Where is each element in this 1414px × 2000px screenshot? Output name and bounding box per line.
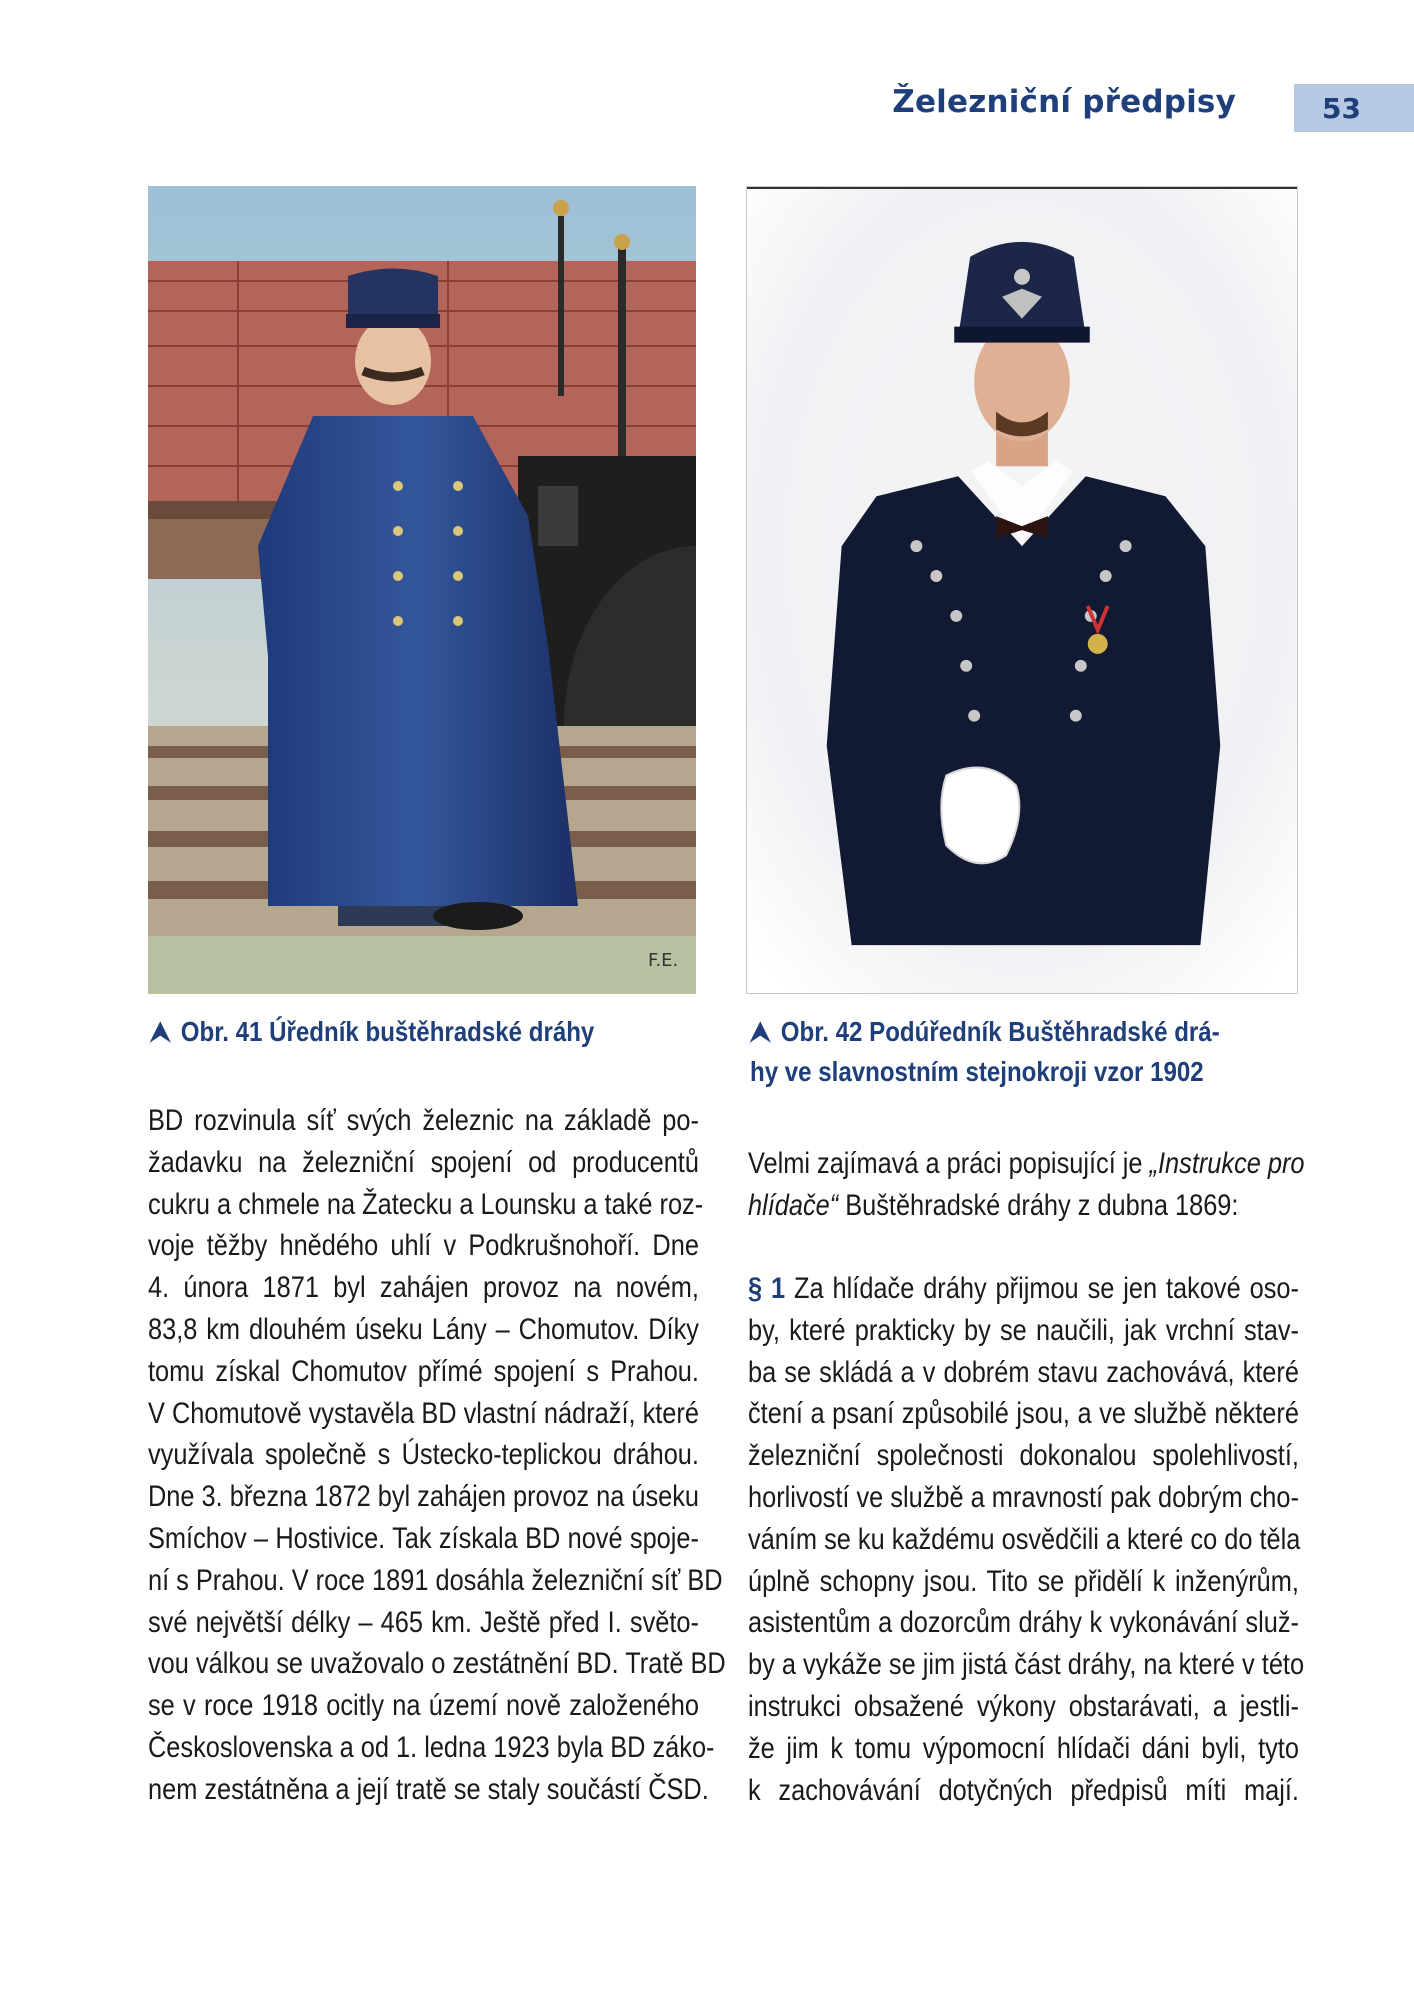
text-line: 4. února 1871 byl zahájen provoz na novém, [148,1271,699,1305]
text-line: V Chomutově vystavěla BD vlastní nádraží, které [148,1396,699,1430]
text-line: instrukci obsažené výkony obstarávati, a jestli- [748,1689,1299,1723]
figure-41-illustration [148,186,696,994]
text-line: využívala společně s Ústecko-teplickou dráhou. [148,1438,699,1472]
text-line: BD rozvinula síť svých železnic na základě po- [148,1104,699,1137]
section-first-line [748,1268,1299,1310]
text-line: 83,8 km dlouhém úseku Lány – Chomutov. Díky [148,1312,699,1346]
text-line: Československa a od 1. ledna 1923 byla BD záko- [148,1730,715,1764]
section-text: Za hlídače dráhy přijmou se jen takové oso- [785,1272,1299,1305]
text-line: ba se skládá a v dobrém stavu zachovává, které [748,1355,1299,1389]
text-line: cukru a chmele na Žatecku a Lounsku a také roz- [148,1187,704,1221]
figure-42-caption [750,1012,1309,1092]
text-line: žadavku na železniční spojení od producentů [148,1145,699,1179]
text-line: čtení a psaní způsobilé jsou, a ve službě některé [748,1397,1299,1431]
intro-plain: Velmi zajímavá a práci popisující je [748,1147,1150,1180]
text-line: k zachovávání dotyčných předpisů míti mají. [748,1773,1299,1807]
text-line: nem zestátněna a její tratě se staly součástí ČSD. [148,1772,709,1806]
right-column-intro [748,1143,1305,1227]
text-line: Dne 3. března 1872 byl zahájen provoz na úseku [148,1480,700,1514]
text-line: své největší délky – 465 km. Ještě před I. světo- [148,1605,699,1639]
running-header-title: Železniční předpisy [892,84,1236,120]
figure-41-caption [150,1012,683,1052]
text-line: asistentům a dozorcům dráhy k vykonávání služ- [748,1606,1299,1640]
text-line: tomu získal Chomutov přímé spojení s Prahou. [148,1354,699,1388]
intro-line-2 [748,1185,1299,1227]
text-line: že jim k tomu výpomocní hlídači dáni byli, tyto [748,1731,1299,1765]
caption-arrow-icon: ⮝ [150,1016,171,1047]
right-column-section-1 [748,1268,1305,1811]
figure-42-caption-line-1: Obr. 42 Podúředník Buštěhradské drá- [780,1016,1220,1047]
instruction-title-italic: „Instrukce pro [1149,1147,1305,1180]
text-line: váním se ku každému osvědčili a které co do těla [748,1522,1301,1556]
text-line: horlivostí ve službě a mravností pak dobrým cho- [748,1480,1299,1514]
figure-42-caption-line-2: hy ve slavnostním stejnokroji vzor 1902 [750,1056,1204,1087]
painter-signature: F.E. [648,950,679,971]
text-line: vou válkou se uvažovalo o zestátnění BD. Tratě BD [148,1647,726,1681]
figure-41-caption-text: Obr. 41 Úředník buštěhradské dráhy [180,1016,595,1047]
text-line: se v roce 1918 ocitly na území nově založeného [148,1689,699,1723]
caption-arrow-icon: ⮝ [750,1016,771,1047]
text-line: ní s Prahou. V roce 1891 dosáhla železniční síť BD [148,1563,723,1597]
intro-plain: Buštěhradské dráhy z dubna 1869: [838,1188,1239,1222]
text-line: voje těžby hnědého uhlí v Podkrušnohoří. Dne [148,1229,699,1263]
sub-official-photo [747,187,1297,993]
text-line: Smíchov – Hostivice. Tak získala BD nové spoje- [148,1521,699,1555]
figure-42-photograph [746,186,1298,994]
page-number: 53 [1294,84,1414,132]
official-painting [148,186,696,994]
left-column-text [148,1100,726,1811]
text-line: úplně schopny jsou. Tito se přidělí k inženýrům, [748,1564,1299,1598]
text-line: železniční společnosti dokonalou spolehlivostí, [748,1439,1299,1473]
text-line: by, které prakticky by se naučili, jak vrchní stav- [748,1313,1299,1347]
section-mark: § 1 [748,1272,786,1305]
intro-line-1 [748,1143,1305,1185]
text-line: by a vykáže se jim jistá část dráhy, na které v této [748,1648,1305,1682]
instruction-title-italic: hlídače“ [748,1188,839,1222]
